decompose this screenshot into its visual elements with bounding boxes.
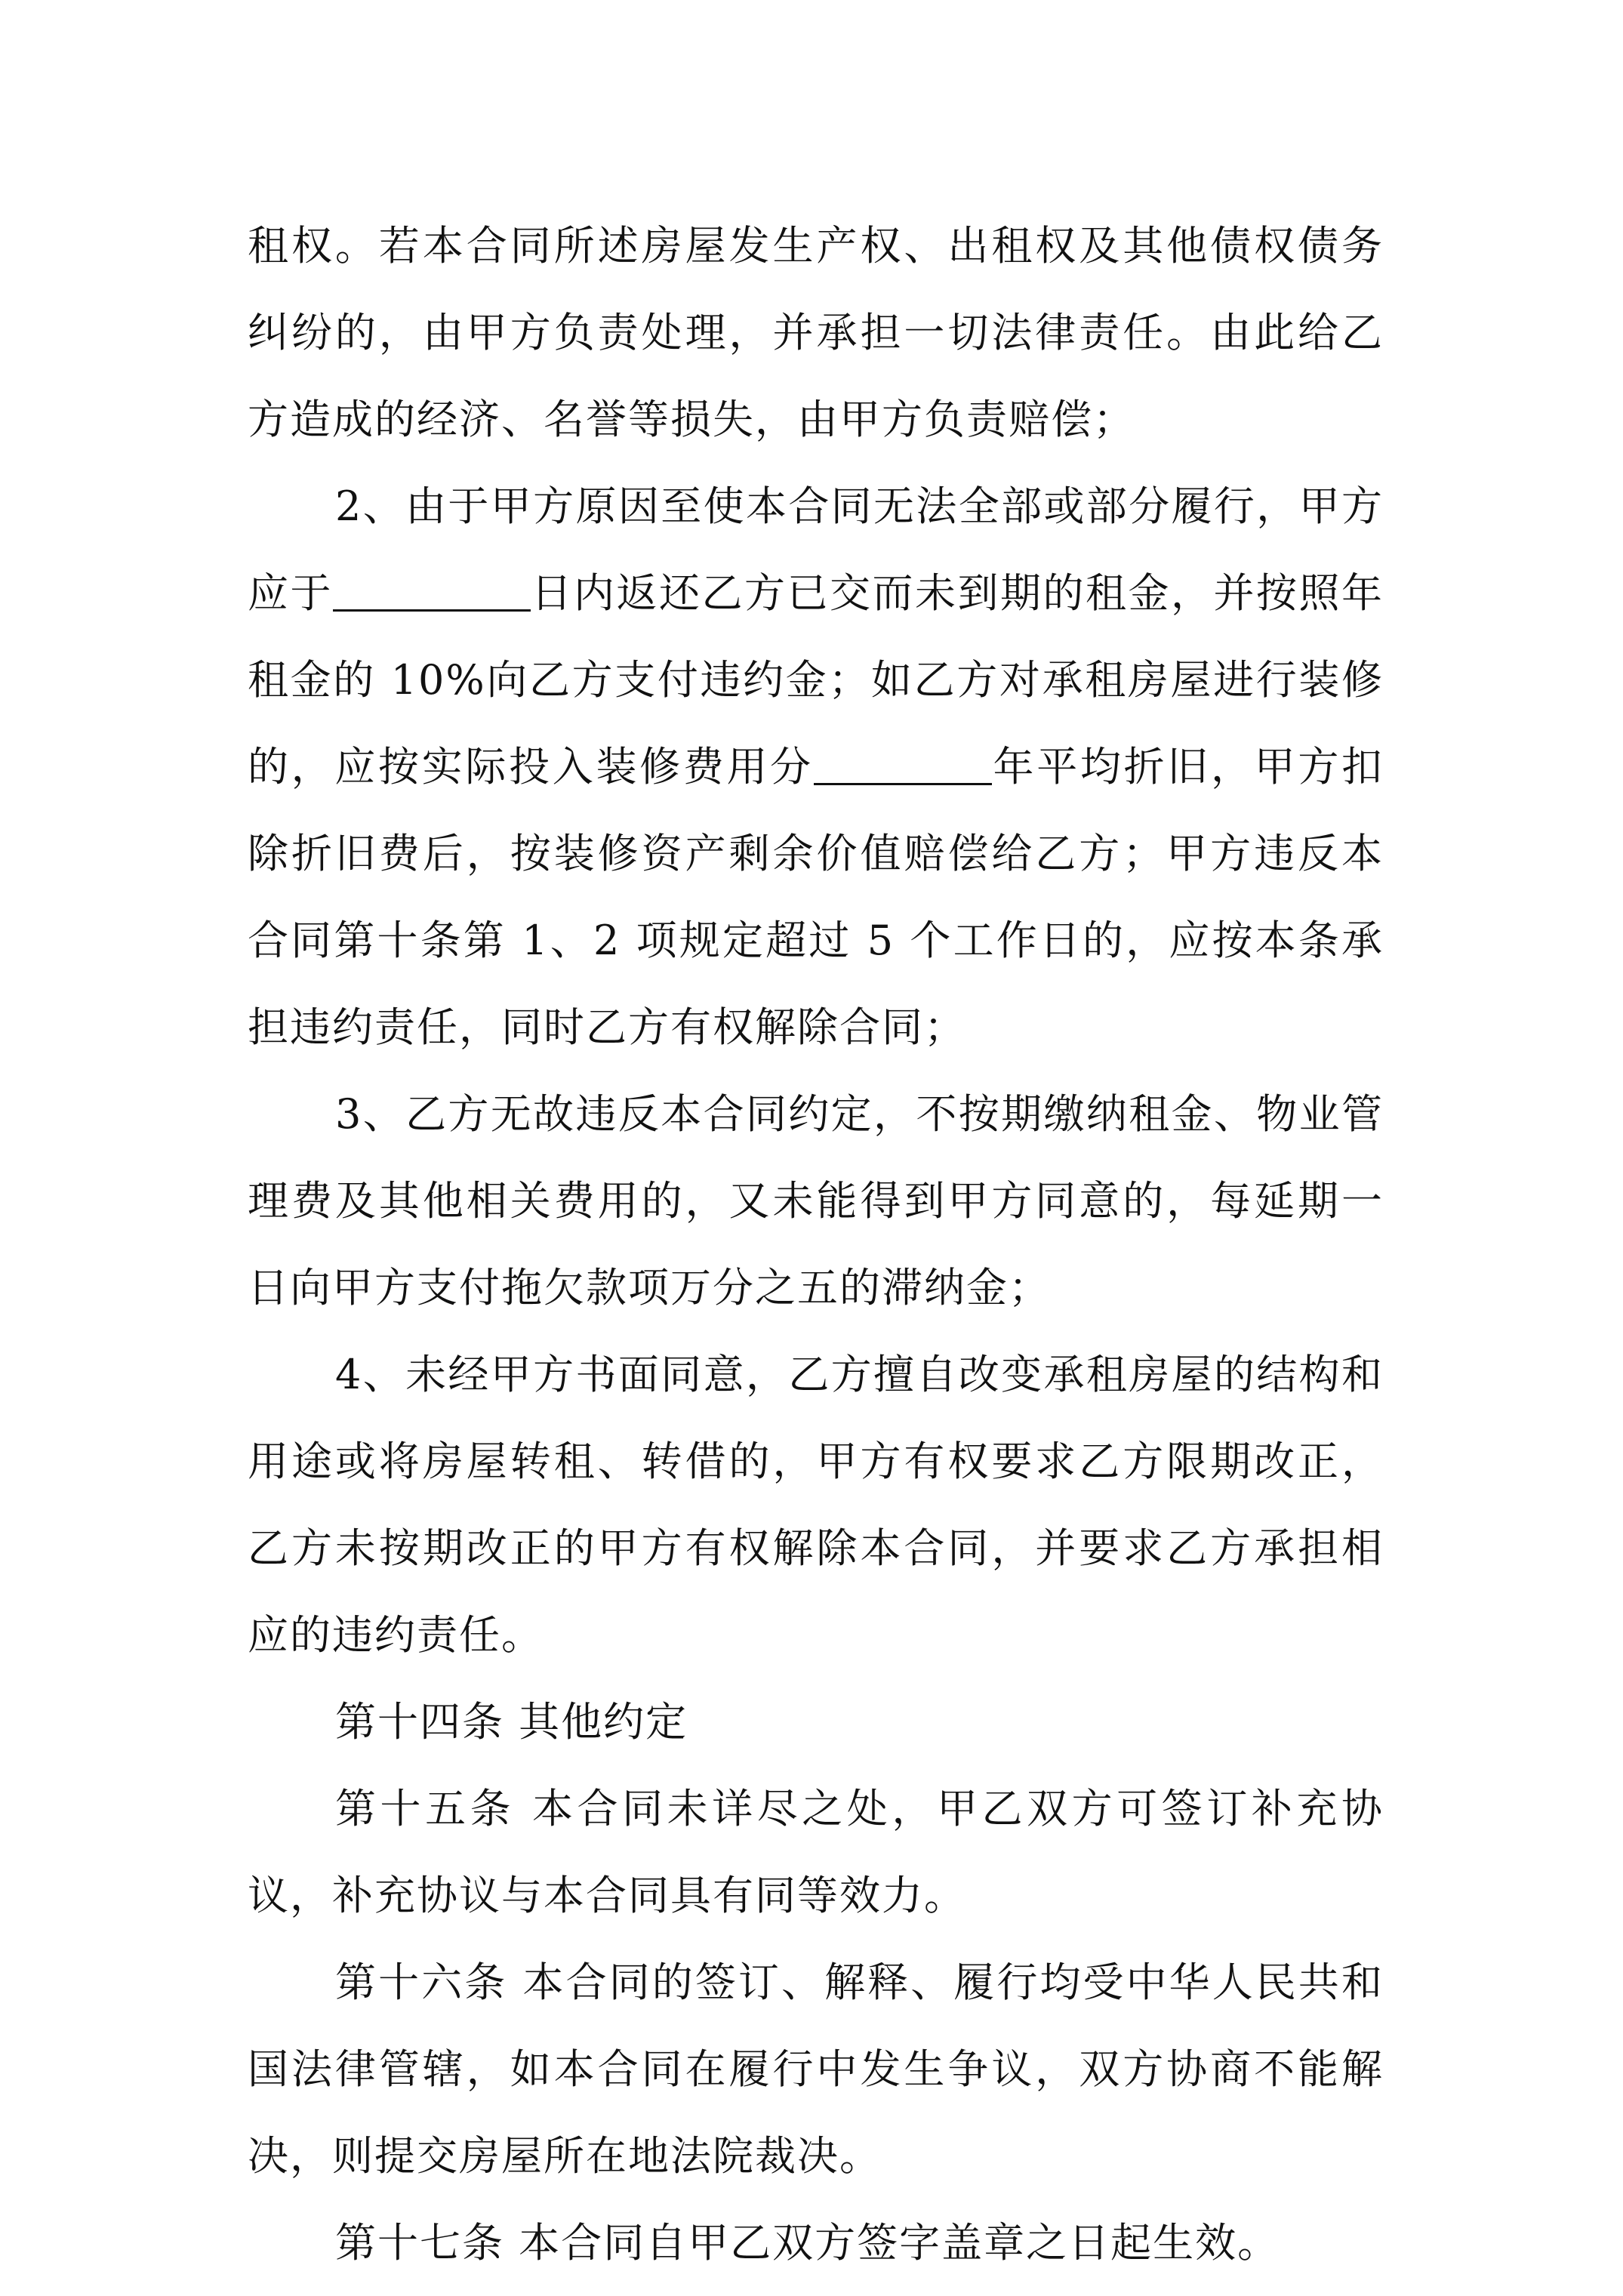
paragraph-continuation: 租权。若本合同所述房屋发生产权、出租权及其他债权债务纠纷的，由甲方负责处理，并承担一切法律责任。由此给乙方造成的经济、名誉等损失，由甲方负责赔偿； bbox=[248, 222, 1384, 443]
article-15: 第十五条 本合同未详尽之处，甲乙双方可签订补充协议，补充协议与本合同具有同等效力。 bbox=[248, 1785, 1384, 1919]
item2-text-part1: 2、由于甲方原因至使本合同无法全部或部分履行，甲方应于 bbox=[248, 482, 1384, 617]
paragraph-item-2 bbox=[248, 463, 1384, 1071]
paragraph-item-4: 4、未经甲方书面同意，乙方擅自改变承租房屋的结构和用途或将房屋转租、转借的，甲方有权要求乙方限期改正，乙方未按期改正的甲方有权解除本合同，并要求乙方承担相应的违约责任。 bbox=[248, 1351, 1384, 1659]
article-14: 第十四条 其他约定 bbox=[335, 1698, 688, 1746]
article-17: 第十七条 本合同自甲乙双方签字盖章之日起生效。 bbox=[335, 2219, 1280, 2267]
blank-days-field bbox=[333, 575, 531, 612]
blank-years-field bbox=[814, 748, 992, 785]
article-16: 第十六条 本合同的签订、解释、履行均受中华人民共和国法律管辖，如本合同在履行中发生争议，双方协商不能解决，则提交房屋所在地法院裁决。 bbox=[248, 1959, 1384, 2180]
paragraph-item-3: 3、乙方无故违反本合同约定，不按期缴纳租金、物业管理费及其他相关费用的，又未能得到甲方同意的，每延期一日向甲方支付拖欠款项万分之五的滞纳金； bbox=[248, 1090, 1384, 1311]
contract-body bbox=[248, 202, 1384, 2286]
item2-text-part2: 日内返还乙方已交而未到期的租金，并按照年租金的 10%向乙方支付违约金；如乙方对承租房屋进行装修的，应按实际投入装修费用分 bbox=[248, 569, 1384, 791]
item2-text-part3: 年平均折旧，甲方扣除折旧费后，按装修资产剩余价值赔偿给乙方；甲方违反本合同第十条第 1、2 项规定超过 5 个工作日的，应按本条承担违约责任，同时乙方有权解除合同； bbox=[248, 743, 1384, 1051]
